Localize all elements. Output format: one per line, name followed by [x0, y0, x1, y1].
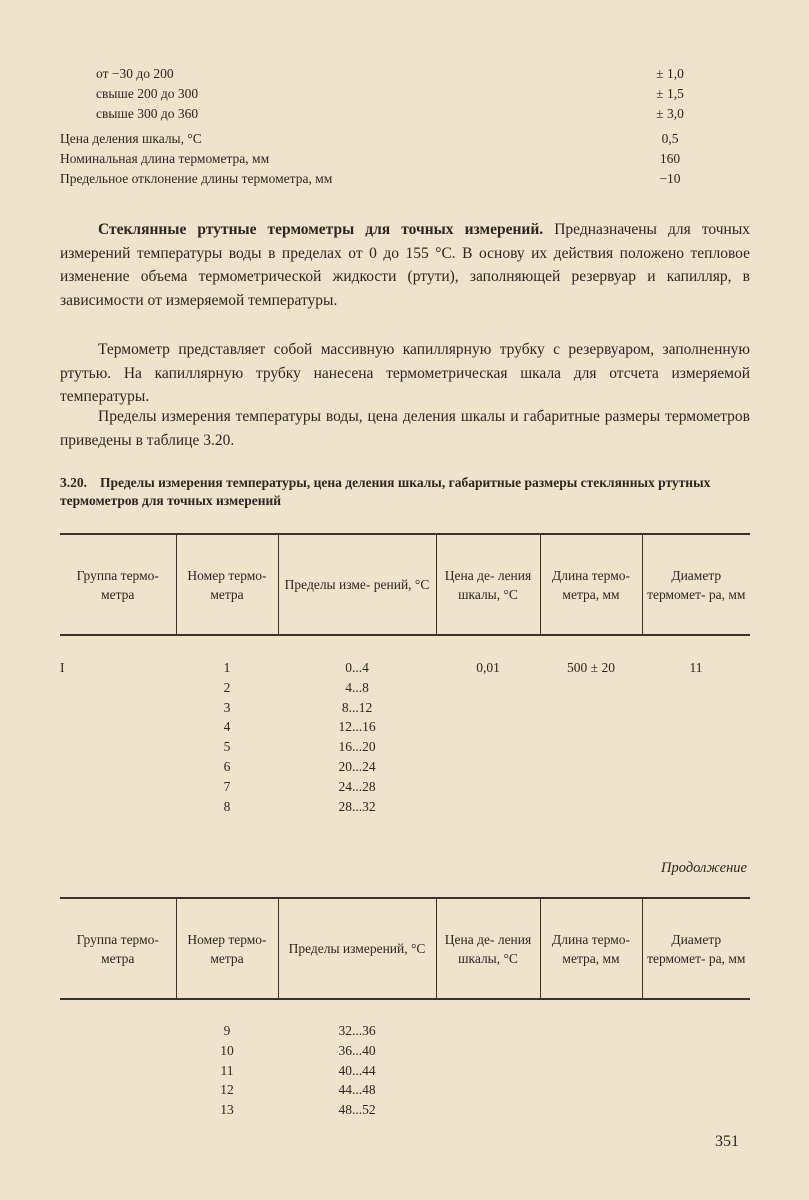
column-ranges — [278, 658, 436, 816]
spec-label: свыше 300 до 360 — [96, 106, 199, 121]
continuation-label: Продолжение — [661, 860, 747, 876]
table-cell: 32...36 — [338, 1023, 376, 1038]
spec-label: свыше 200 до 300 — [96, 86, 199, 101]
table-cell: 20...24 — [338, 758, 376, 774]
paragraph-description — [60, 338, 750, 409]
paragraph-text: Предназначены для точных измерений температуры воды в пределах от 0 до 155 °С. В основу их действия положено тепловое изменение объема термометрической жидкости (ртути), заполняющей резервуар и капилляр, в зависимости от измеряемой температуры. — [60, 221, 751, 309]
spec-value: −10 — [659, 171, 681, 186]
header-cell: Группа термо- метра — [76, 567, 159, 602]
table-cell: 44...48 — [338, 1082, 376, 1098]
table-cell-length: 500 ± 20 — [567, 660, 615, 675]
paragraph-text: Пределы измерения температуры воды, цена деления шкалы и габаритные размеры термометров приведены в таблице 3.20. — [60, 408, 750, 449]
spec-value: 160 — [659, 151, 681, 166]
table-cell: 28...32 — [338, 798, 376, 814]
table-cell: 40...44 — [338, 1062, 376, 1078]
spec-value: ± 3,0 — [656, 106, 684, 121]
header-cell: Номер термо- метра — [176, 534, 278, 635]
table-cell: 1 — [223, 660, 231, 675]
table-cell: 6 — [223, 758, 231, 774]
table-cell-group: I — [60, 660, 65, 675]
header-cell: Диаметр термомет- ра, мм — [642, 898, 750, 999]
table-cell: 12 — [220, 1082, 234, 1098]
header-cell: Пределы измерений, °С — [278, 898, 436, 999]
paragraph-text: Термометр представляет собой массивную капиллярную трубку с резервуаром, заполненную ртутью. На капиллярную трубку нанесена термометрическая шкала для отсчета измеряемой температуры. — [60, 341, 750, 405]
header-cell: Номер термо- метра — [176, 898, 278, 999]
table-cell: 3 — [223, 699, 231, 715]
table-header-continued — [60, 897, 750, 1000]
paragraph-reference — [60, 405, 750, 452]
table-cell: 8...12 — [341, 699, 373, 715]
table-number: 3.20. — [60, 475, 87, 490]
table-caption — [60, 474, 750, 510]
table-cell: 4 — [223, 719, 231, 735]
spec-label: Предельное отклонение длины термометра, мм — [60, 171, 333, 186]
table-cell: 0...4 — [345, 660, 369, 675]
paragraph-intro — [60, 218, 750, 312]
header-cell: Диаметр термомет- ра, мм — [642, 534, 750, 635]
table-cell: 13 — [220, 1102, 234, 1118]
table-cell: 24...28 — [338, 778, 376, 794]
table-cell: 11 — [220, 1062, 234, 1078]
header-cell: Группа термо- метра — [76, 931, 159, 966]
table-cell: 16...20 — [338, 739, 376, 755]
page-number: 351 — [715, 1133, 739, 1150]
header-cell: Цена де- ления шкалы, °С — [436, 898, 540, 999]
header-cell: Длина термо- метра, мм — [540, 534, 642, 635]
header-cell: Длина термо- метра, мм — [540, 898, 642, 999]
spec-value: 0,5 — [661, 131, 679, 146]
column-numbers — [176, 1021, 278, 1120]
spec-value: ± 1,5 — [656, 86, 684, 101]
column-ranges — [278, 1021, 436, 1120]
table-cell: 7 — [223, 778, 231, 794]
table-cell: 2 — [223, 679, 231, 695]
table-cell: 10 — [220, 1042, 234, 1058]
table-cell: 36...40 — [338, 1042, 376, 1058]
table-cell: 48...52 — [338, 1102, 376, 1118]
spec-label: Номинальная длина термометра, мм — [60, 151, 270, 166]
header-cell: Пределы изме- рений, °С — [278, 534, 436, 635]
table-cell-diameter: 11 — [689, 660, 703, 675]
table-header — [60, 533, 750, 636]
spec-value: ± 1,0 — [656, 66, 684, 81]
table-cell: 12...16 — [338, 719, 376, 735]
caption-text: Пределы измерения температуры, цена деления шкалы, габаритные размеры стеклянных ртутных термометров для точных измерений — [60, 475, 711, 508]
header-cell: Цена де- ления шкалы, °С — [436, 534, 540, 635]
column-numbers — [176, 658, 278, 816]
table-cell: 5 — [223, 739, 231, 755]
spec-label: от −30 до 200 — [96, 66, 174, 81]
table-cell: 8 — [223, 798, 231, 814]
table-cell: 4...8 — [345, 679, 369, 695]
spec-label: Цена деления шкалы, °С — [60, 131, 202, 146]
paragraph-heading: Стеклянные ртутные термометры для точных измерений. — [98, 221, 544, 238]
table-cell-division: 0,01 — [476, 660, 500, 675]
table-cell: 9 — [223, 1023, 231, 1038]
